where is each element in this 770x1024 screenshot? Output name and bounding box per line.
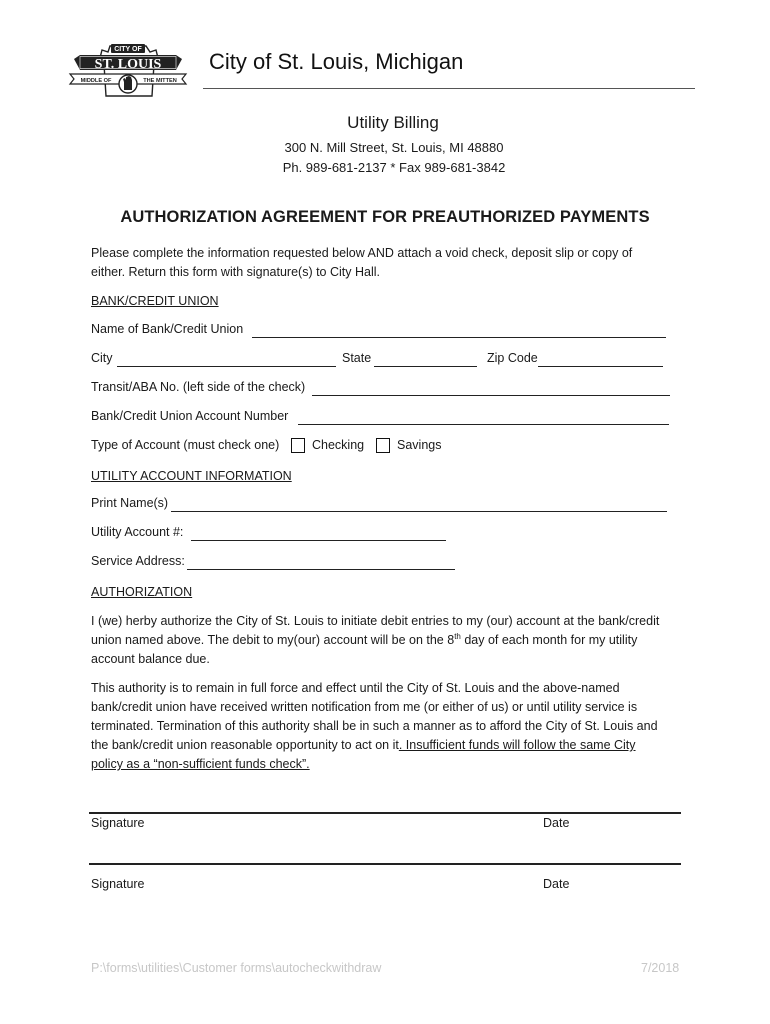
transit-aba-field[interactable] <box>312 395 670 396</box>
department-name <box>0 113 770 133</box>
date-label-1: Date <box>543 816 570 830</box>
signature-label-1: Signature <box>91 816 145 830</box>
utility-section-heading: UTILITY ACCOUNT INFORMATION <box>91 469 292 483</box>
state-label: State <box>342 351 372 365</box>
authorization-p1-line3: account balance due. <box>91 652 210 666</box>
logo-right-text: THE MITTEN <box>143 78 177 84</box>
ordinal-suffix: th <box>454 631 461 641</box>
signature-line-1[interactable] <box>89 812 681 814</box>
authorization-p1-line2-b: day of each month for my utility <box>460 633 638 647</box>
footer-file-path: P:\forms\utilities\Customer forms\autocheckwithdraw <box>91 961 382 975</box>
intro-line-1: Please complete the information requested below AND attach a void check, deposit slip or copy of <box>91 246 633 260</box>
authorization-p2-line1: This authority is to remain in full force and effect until the City of St. Louis and the above-named <box>91 681 620 695</box>
zip-code-field[interactable] <box>538 366 663 367</box>
zip-code-label: Zip Code <box>487 351 538 365</box>
authorization-heading: AUTHORIZATION <box>91 585 193 599</box>
phone-fax-line <box>0 160 770 175</box>
logo-left-text: MIDDLE OF <box>80 78 112 84</box>
bank-name-field[interactable] <box>252 337 666 338</box>
address-line <box>0 140 770 155</box>
signature-line-2[interactable] <box>89 863 681 865</box>
document-title <box>0 208 770 227</box>
print-names-label: Print Name(s) <box>91 496 169 510</box>
checking-checkbox[interactable] <box>291 438 305 453</box>
header-divider <box>203 88 695 89</box>
intro-line-2: either. Return this form with signature(s) to City Hall. <box>91 265 380 279</box>
authorization-p2-line3: terminated. Termination of this authority shall be in such a manner as to afford the City of St. Louis and <box>91 719 658 733</box>
savings-label: Savings <box>397 438 442 452</box>
phone-fax-text: Ph. 989-681-2137 * Fax 989-681-3842 <box>282 160 506 175</box>
footer-revision-date: 7/2018 <box>641 961 680 975</box>
utility-account-field[interactable] <box>191 540 446 541</box>
authorization-p2-line2: bank/credit union have received written notification from me (or either of us) or until utility service is <box>91 700 638 714</box>
logo-main-text: ST. LOUIS <box>94 57 162 72</box>
city-logo <box>66 40 190 100</box>
city-title: City of St. Louis, Michigan <box>209 49 464 74</box>
transit-aba-label: Transit/ABA No. (left side of the check) <box>91 380 306 394</box>
authorization-p1-line2 <box>91 631 637 650</box>
service-address-field[interactable] <box>187 569 455 570</box>
bank-account-number-label: Bank/Credit Union Account Number <box>91 409 289 423</box>
authorization-p2-line4-a: the bank/credit union reasonable opportunity to act on it <box>91 738 399 752</box>
address-text: 300 N. Mill Street, St. Louis, MI 48880 <box>284 140 504 155</box>
date-label-2: Date <box>543 877 570 891</box>
savings-checkbox[interactable] <box>376 438 390 453</box>
city-label: City <box>91 351 113 365</box>
insufficient-funds-note: . Insufficient funds will follow the same City <box>398 738 636 752</box>
bank-section-heading: BANK/CREDIT UNION <box>91 294 219 308</box>
authorization-p2-line4 <box>91 736 636 755</box>
logo-top-text: CITY OF <box>114 46 142 53</box>
service-address-label: Service Address: <box>91 554 185 568</box>
city-field[interactable] <box>117 366 336 367</box>
utility-account-label: Utility Account #: <box>91 525 184 539</box>
state-field[interactable] <box>374 366 477 367</box>
signature-label-2: Signature <box>91 877 145 891</box>
authorization-p2-line5: policy as a “non-sufficient funds check”. <box>91 757 310 771</box>
print-names-field[interactable] <box>171 511 667 512</box>
account-type-label: Type of Account (must check one) <box>91 438 280 452</box>
authorization-p1-line2-a: union named above. The debit to my(our) account will be on the 8 <box>91 633 455 647</box>
department-text: Utility Billing <box>347 113 439 132</box>
authorization-p1-line1: I (we) herby authorize the City of St. Louis to initiate debit entries to my (our) account at the bank/credit <box>91 614 660 628</box>
document-title-text: AUTHORIZATION AGREEMENT FOR PREAUTHORIZED PAYMENTS <box>120 208 650 226</box>
checking-label: Checking <box>312 438 365 452</box>
bank-account-number-field[interactable] <box>298 424 669 425</box>
bank-name-label: Name of Bank/Credit Union <box>91 322 244 336</box>
